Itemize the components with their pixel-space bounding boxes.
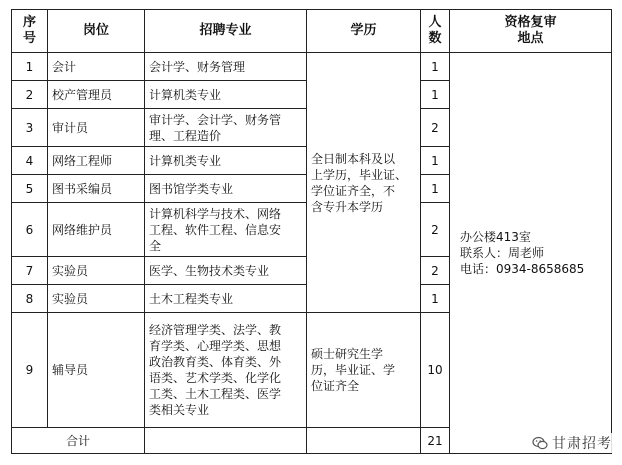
header-position: 岗位	[48, 10, 145, 53]
total-label: 合计	[12, 428, 145, 454]
education-master: 硕士研究生学 历，毕业证、学 位证齐全	[307, 313, 421, 428]
row-count: 1	[421, 175, 450, 203]
row-count: 2	[421, 257, 450, 285]
total-empty-major	[145, 428, 307, 454]
row-index: 6	[12, 203, 48, 257]
row-major: 计算机科学与技术、网络 工程、软件工程、信息安 全	[145, 203, 307, 257]
watermark-text: 甘肃招考	[552, 436, 612, 452]
header-review: 资格复审 地点	[450, 10, 612, 53]
row-position: 会计	[48, 53, 145, 81]
row-index: 3	[12, 109, 48, 147]
row-index: 4	[12, 147, 48, 175]
row-major: 经济管理学类、法学、教 育学类、心理学类、思想 政治教育类、体育类、外 语类、艺术学类、化学化 工类、土木工程类、医学 类相关专业	[145, 313, 307, 428]
header-row	[12, 10, 612, 53]
row-major: 审计学、会计学、财务管 理、工程造价	[145, 109, 307, 147]
row-index: 8	[12, 285, 48, 313]
row-index: 1	[12, 53, 48, 81]
header-education: 学历	[307, 10, 421, 53]
row-position: 审计员	[48, 109, 145, 147]
row-index: 2	[12, 81, 48, 109]
row-position: 校产管理员	[48, 81, 145, 109]
row-count: 1	[421, 53, 450, 81]
row-major: 计算机类专业	[145, 81, 307, 109]
row-count: 2	[421, 109, 450, 147]
row-index: 7	[12, 257, 48, 285]
row-major: 医学、生物技术类专业	[145, 257, 307, 285]
table-row	[12, 53, 612, 81]
row-count: 2	[421, 203, 450, 257]
row-position: 实验员	[48, 257, 145, 285]
row-position: 图书采编员	[48, 175, 145, 203]
total-count: 21	[421, 428, 450, 454]
header-index: 序 号	[12, 10, 48, 53]
recruitment-table	[11, 9, 612, 454]
row-major: 计算机类专业	[145, 147, 307, 175]
row-position: 实验员	[48, 285, 145, 313]
row-major: 会计学、财务管理	[145, 53, 307, 81]
row-position: 辅导员	[48, 313, 145, 428]
row-index: 9	[12, 313, 48, 428]
total-empty-education	[307, 428, 421, 454]
row-major: 图书馆学类专业	[145, 175, 307, 203]
row-major: 土木工程类专业	[145, 285, 307, 313]
row-position: 网络工程师	[48, 147, 145, 175]
watermark	[530, 433, 614, 453]
education-bachelor: 全日制本科及以 上学历，毕业证、 学位证齐全，不 含专升本学历	[307, 53, 421, 313]
review-location: 办公楼413室 联系人：周老师 电话：0934-8658685	[450, 53, 612, 454]
row-count: 10	[421, 313, 450, 428]
row-count: 1	[421, 147, 450, 175]
header-major: 招聘专业	[145, 10, 307, 53]
row-position: 网络维护员	[48, 203, 145, 257]
row-count: 1	[421, 285, 450, 313]
header-count: 人 数	[421, 10, 450, 53]
row-count: 1	[421, 81, 450, 109]
wechat-icon	[532, 435, 548, 451]
row-index: 5	[12, 175, 48, 203]
